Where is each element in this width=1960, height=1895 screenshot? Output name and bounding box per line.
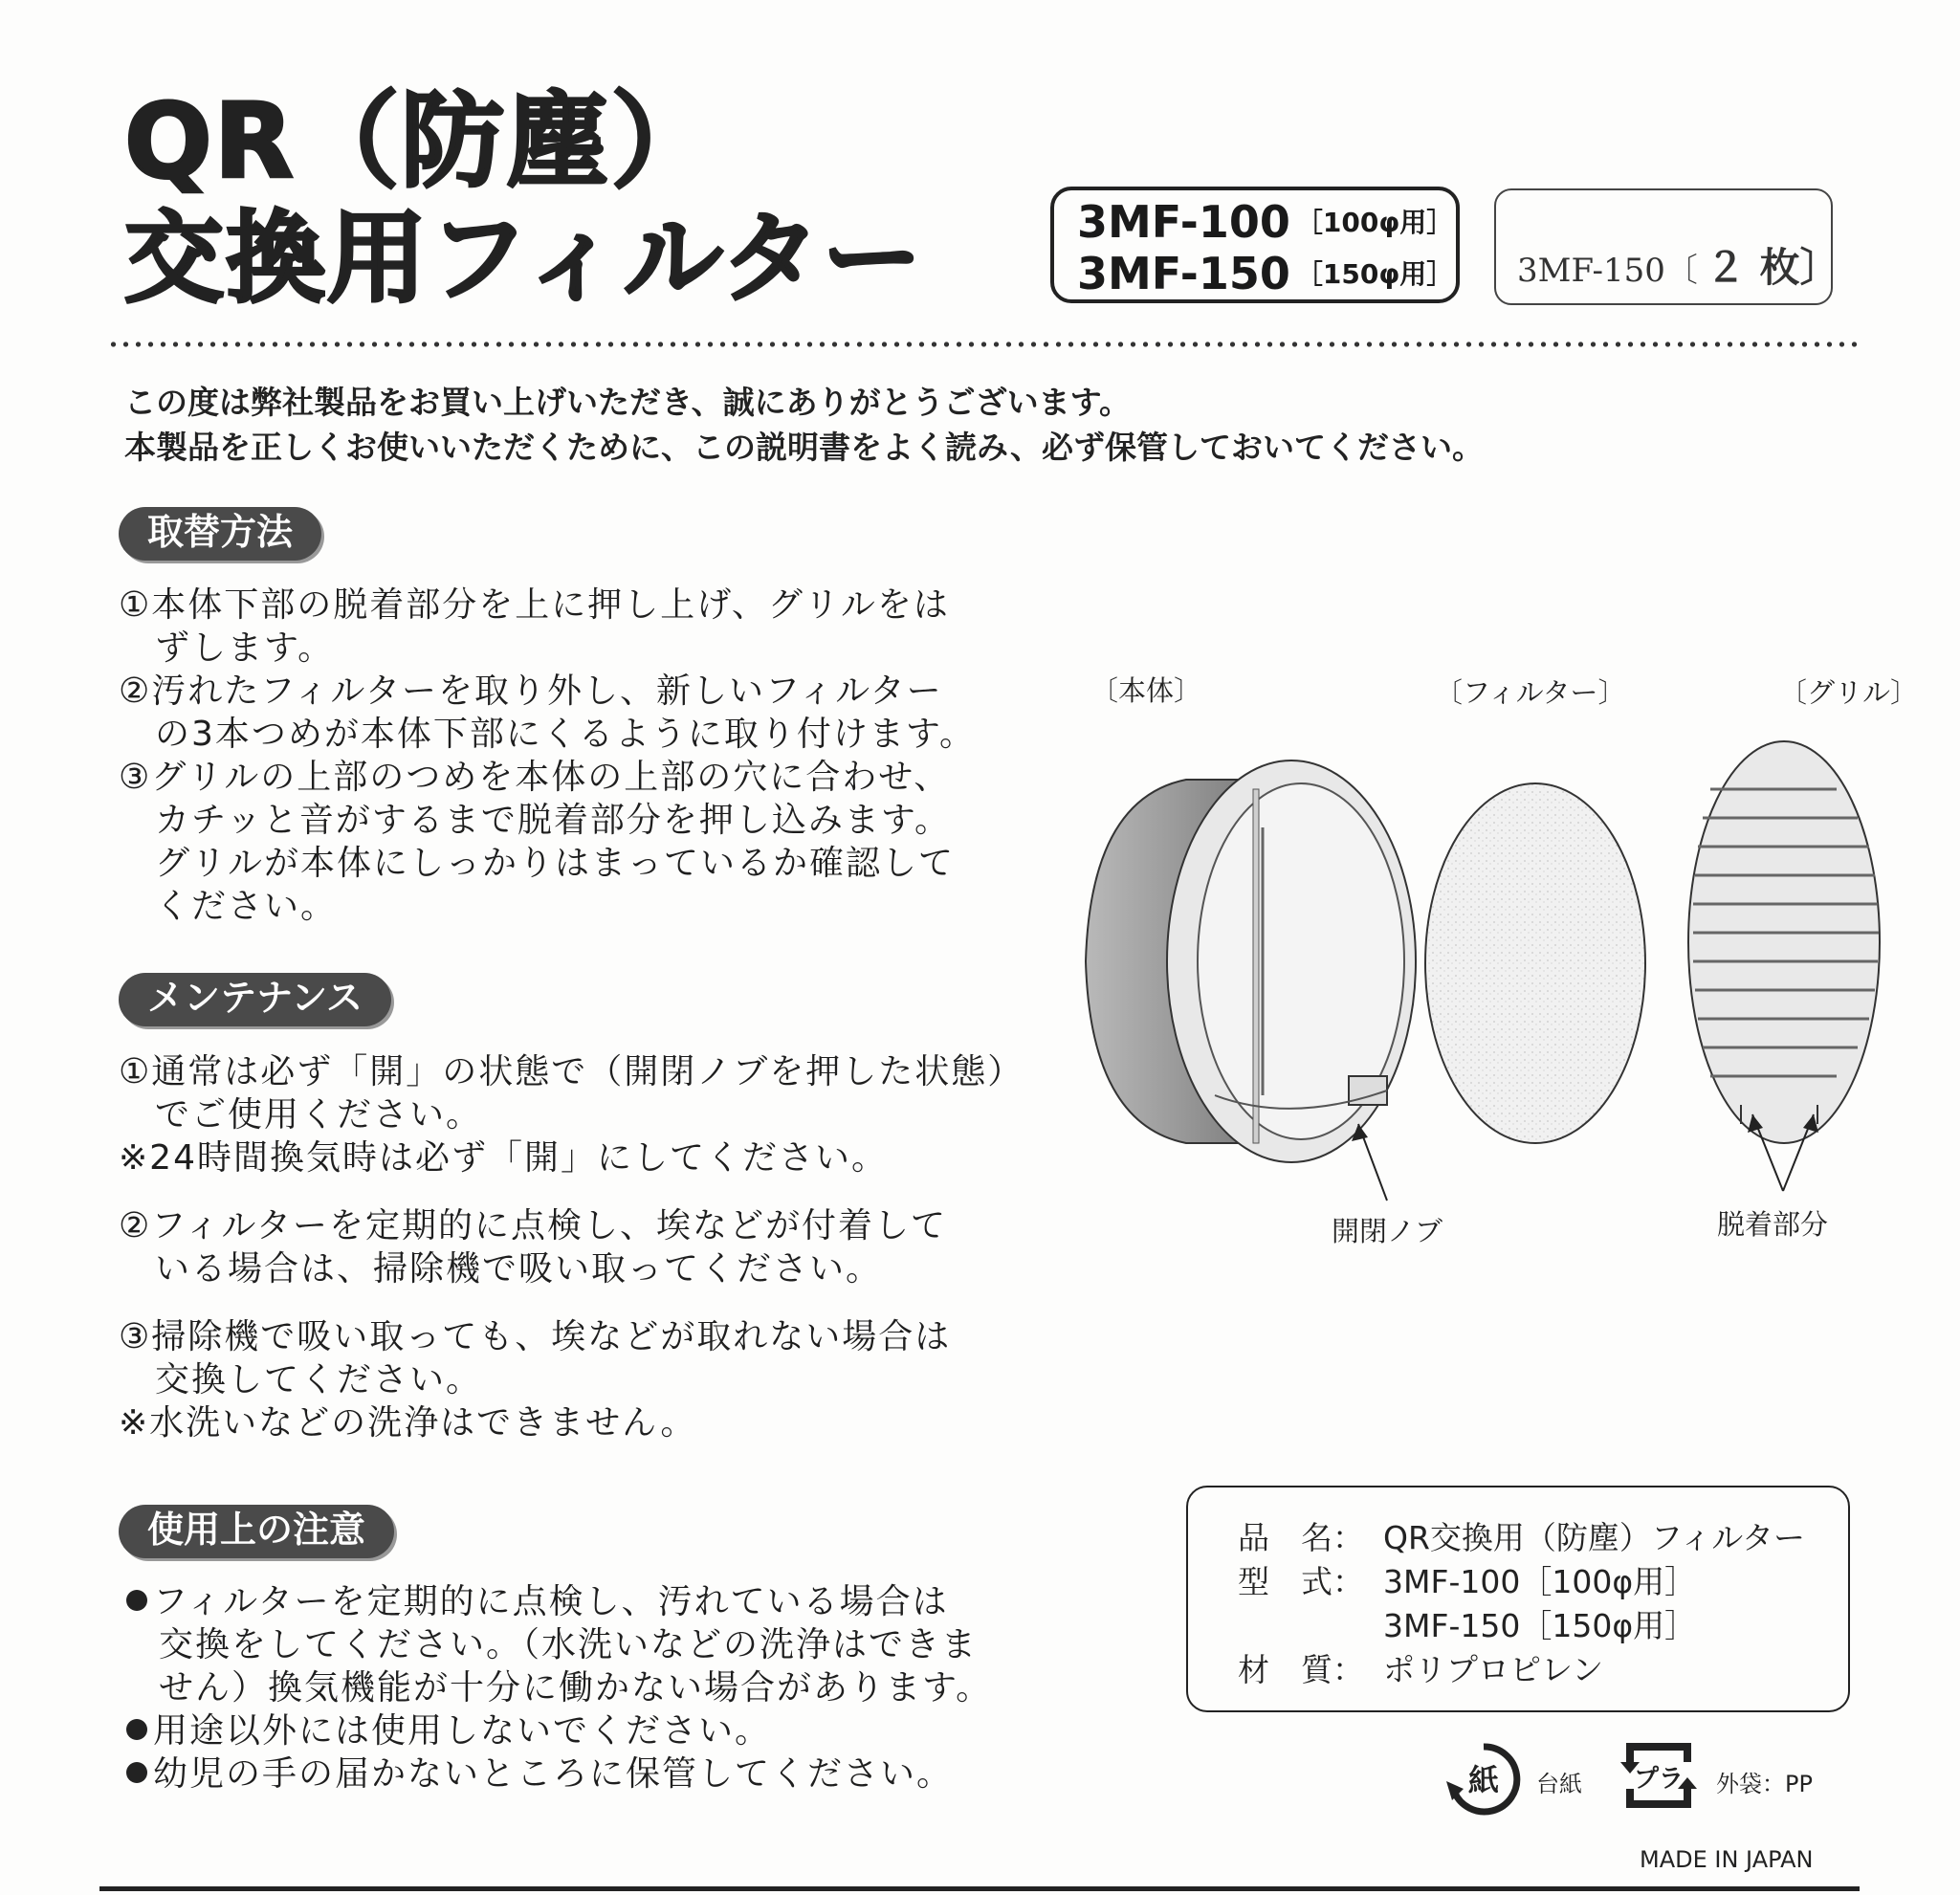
- caution-list: [126, 1580, 992, 1796]
- label-grille: 〔グリル〕: [1779, 676, 1919, 709]
- spec-material-label: 材 質：: [1238, 1651, 1364, 1688]
- paper-mark-text: 紙: [1467, 1762, 1500, 1798]
- main-body-illustration: [1086, 760, 1416, 1162]
- paper-recycle-icon: [1444, 1741, 1523, 1816]
- spec-type-value: 3MF-100［100φ用］: [1383, 1563, 1697, 1600]
- step-line: 交換してください。: [119, 1360, 483, 1399]
- spec-type-value: 3MF-150［150φ用］: [1383, 1607, 1697, 1644]
- step-line: いる場合は、掃除機で吸い取ってください。: [119, 1249, 883, 1289]
- list-item-text: フィルターを定期的に点検し、汚れている場合は: [153, 1582, 949, 1621]
- step-line: グリルが本体にしっかりはまっているか確認して: [119, 844, 956, 883]
- spec-material-value: ポリプロピレン: [1383, 1651, 1604, 1688]
- step-line: ③グリルの上部のつめを本体の上部の穴に合わせ、: [119, 758, 951, 797]
- stamp-count: ２ 枚〕: [1705, 244, 1840, 291]
- step-line: の3本つめが本体下部にくるように取り付けます。: [119, 715, 977, 754]
- callout-knob: 開閉ノブ: [1332, 1215, 1443, 1247]
- section-header-maintenance: メンテナンス: [119, 973, 391, 1026]
- bullet-icon: [126, 1719, 147, 1740]
- model-row: [1077, 196, 1456, 248]
- list-item: [126, 1580, 992, 1623]
- model-row: [1077, 248, 1456, 299]
- paper-recycle-label: 台紙: [1536, 1771, 1582, 1797]
- replace-steps: [119, 584, 976, 928]
- model-name: 3MF-150: [1077, 248, 1290, 299]
- quantity-stamp: [1494, 188, 1840, 305]
- model-name: 3MF-100: [1077, 196, 1290, 248]
- step-line: でご使用ください。: [119, 1095, 483, 1135]
- step-line: ください。: [119, 887, 338, 926]
- step-line: ②汚れたフィルターを取り外し、新しいフィルター: [119, 672, 943, 711]
- label-body: 〔本体〕: [1090, 674, 1202, 707]
- plastic-recycle-label: 外袋：PP: [1716, 1771, 1813, 1797]
- list-item-continued: せん）換気機能が十分に働かない場合があります。: [159, 1668, 993, 1708]
- list-item: [126, 1709, 992, 1752]
- step-line: ①本体下部の脱着部分を上に押し上げ、グリルをは: [119, 585, 950, 625]
- model-use: ［150φ用］: [1295, 258, 1454, 290]
- step-line: ①通常は必ず「開」の状態で（開閉ノブを押した状態）: [119, 1052, 1024, 1091]
- stamp-open-bracket: 〔: [1664, 252, 1698, 290]
- note-line: ※水洗いなどの洗浄はできません。: [119, 1403, 697, 1443]
- step-line: ずします。: [119, 628, 335, 668]
- bullet-icon: [126, 1590, 147, 1611]
- made-in-label: MADE IN JAPAN: [1640, 1846, 1814, 1873]
- section-header-replace: 取替方法: [119, 507, 321, 561]
- section-header-caution: 使用上の注意: [119, 1505, 394, 1558]
- filter-illustration: [1425, 783, 1645, 1143]
- list-item-text: 幼児の手の届かないところに保管してください。: [153, 1754, 954, 1794]
- step-line: カチッと音がするまで脱着部分を押し込みます。: [119, 801, 952, 840]
- note-line: ※24時間換気時は必ず「開」にしてください。: [119, 1138, 888, 1178]
- title-line-1: QR（防塵）: [124, 82, 716, 202]
- bottom-rule: [99, 1886, 1860, 1891]
- label-filter: 〔フィルター〕: [1435, 676, 1626, 709]
- intro-line: 本製品を正しくお使いいただくために、この説明書をよく読み、必ず保管しておいてください。: [124, 429, 1484, 466]
- model-use: ［100φ用］: [1295, 207, 1454, 238]
- list-item-continued: 交換をしてください。（水洗いなどの洗浄はできま: [159, 1625, 979, 1664]
- maintenance-steps: [119, 1050, 1024, 1444]
- spec-name-label: 品 名：: [1238, 1519, 1364, 1556]
- plastic-mark-text: プラ: [1633, 1765, 1685, 1794]
- plastic-recycle-icon: [1617, 1733, 1701, 1818]
- spec-type-label: 型 式：: [1238, 1563, 1364, 1600]
- title-line-2: 交換用フィルター: [124, 200, 924, 317]
- spec-name-value: QR交換用（防塵）フィルター: [1383, 1519, 1805, 1556]
- product-illustration: [1071, 713, 1894, 1210]
- model-box: [1050, 187, 1460, 303]
- callout-release: 脱着部分: [1717, 1208, 1829, 1241]
- list-item: [126, 1752, 992, 1796]
- intro-line: この度は弊社製品をお買い上げいただき、誠にありがとうございます。: [124, 384, 1132, 421]
- bullet-icon: [126, 1762, 147, 1783]
- list-item-text: 用途以外には使用しないでください。: [153, 1711, 772, 1751]
- dotted-divider: [107, 342, 1858, 347]
- step-line: ③掃除機で吸い取っても、埃などが取れない場合は: [119, 1317, 952, 1356]
- stamp-model: 3MF-150: [1517, 252, 1665, 290]
- grille-illustration: [1688, 741, 1880, 1143]
- step-line: ②フィルターを定期的に点検し、埃などが付着して: [119, 1206, 947, 1245]
